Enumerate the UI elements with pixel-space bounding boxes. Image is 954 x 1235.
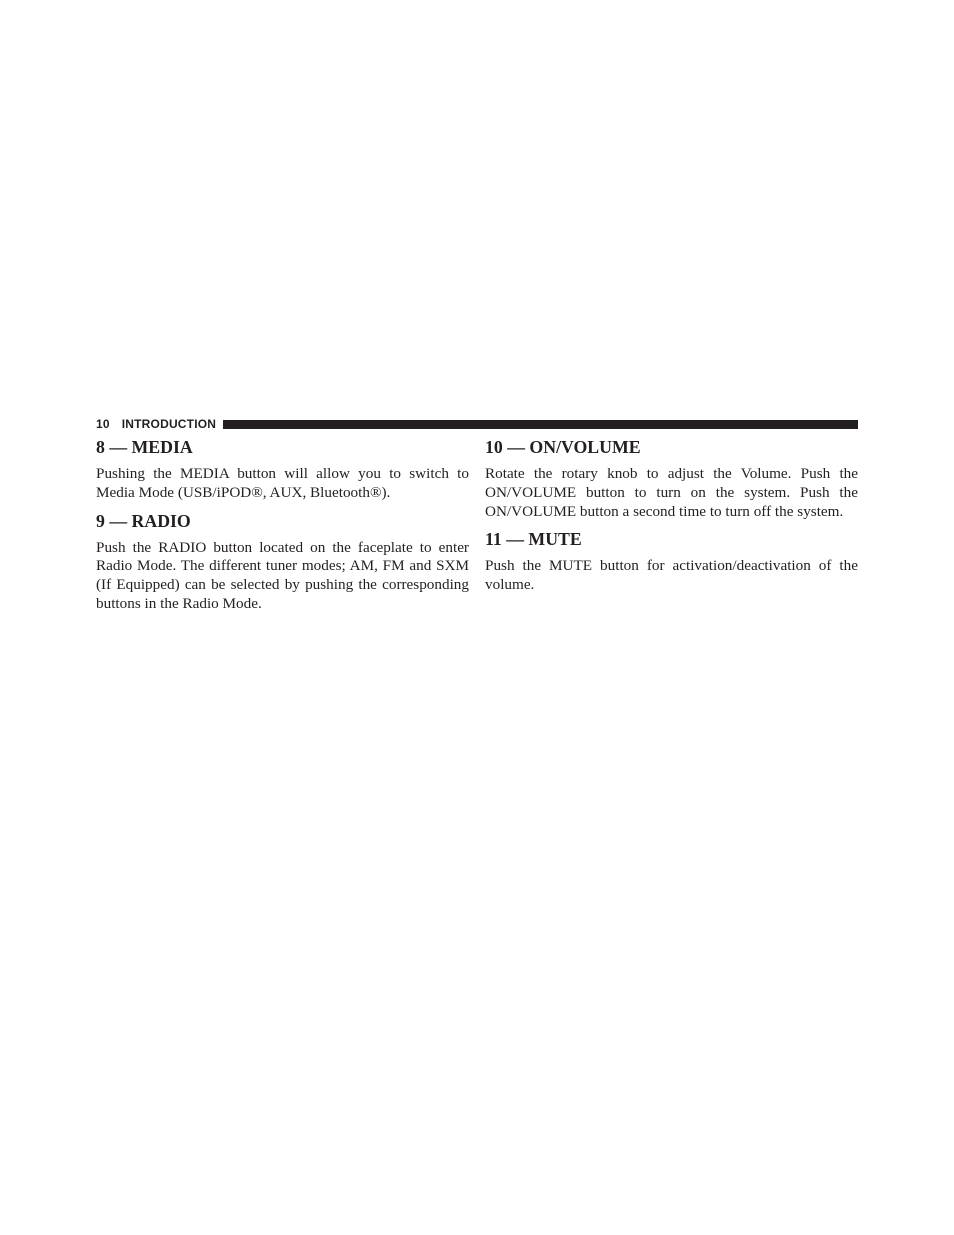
heading-radio: 9 — RADIO — [96, 510, 191, 531]
header-rule — [223, 420, 858, 429]
paragraph-on-volume: Rotate the rotary knob to adjust the Volume. Push the ON/VOLUME button to turn on the system. Push the ON/VOLUME button a second time to turn off the system. — [485, 465, 858, 520]
heading-on-volume: 10 — ON/VOLUME — [485, 437, 641, 457]
paragraph-media: Pushing the MEDIA button will allow you to switch to Media Mode (USB/iPOD®, AUX, Bluetooth®). — [96, 465, 469, 501]
section-title: INTRODUCTION — [121, 417, 217, 431]
paragraph-radio: Push the RADIO button located on the faceplate to enter Radio Mode. The different tuner modes; AM, FM and SXM (If Equipped) can be selected by pushing the corresponding buttons in the Radio Mode. — [96, 538, 469, 612]
heading-media: 8 — MEDIA — [96, 437, 193, 457]
heading-mute: 11 — MUTE — [485, 529, 582, 550]
left-column — [96, 437, 469, 614]
right-column — [485, 437, 858, 595]
page-number: 10 — [96, 417, 110, 431]
paragraph-mute: Push the MUTE button for activation/deactivation of the volume. — [485, 557, 858, 594]
page-header — [96, 417, 858, 431]
